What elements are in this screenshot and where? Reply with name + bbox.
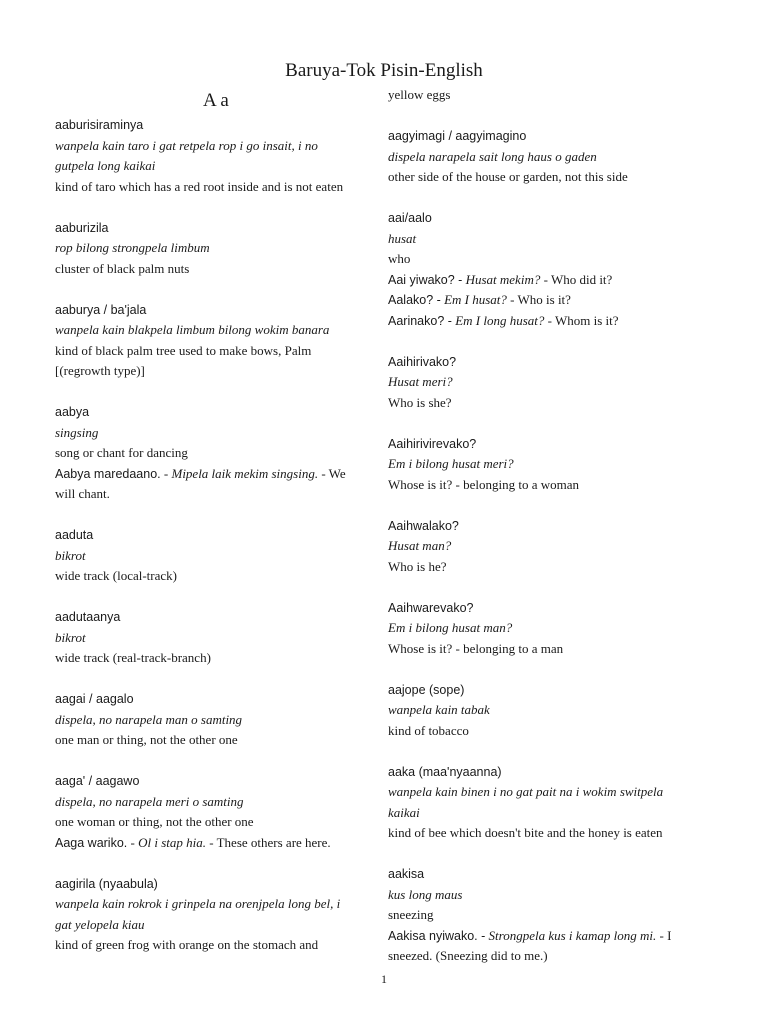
entry-pisin: wanpela kain tabak bbox=[388, 702, 490, 717]
entry-pisin: Em i bilong husat meri? bbox=[388, 456, 514, 471]
entry-pisin: wanpela kain binen i no gat pait na i wokim switpela bbox=[388, 784, 664, 799]
entry-english: Whose is it? - belonging to a man bbox=[388, 640, 564, 656]
example-separator: - bbox=[127, 834, 139, 850]
entry-english: kind of green frog with orange on the stomach and bbox=[55, 937, 319, 952]
entry-pisin: Em i bilong husat man? bbox=[388, 620, 513, 635]
page-title: Baruya-Tok Pisin-English bbox=[285, 60, 483, 81]
example-sentence bbox=[388, 270, 612, 290]
example-baruya: Aai yiwako? - bbox=[388, 272, 463, 287]
entry-english: Who is she? bbox=[388, 394, 452, 410]
entry-pisin: Husat meri? bbox=[388, 374, 453, 389]
example-english: - Whom is it? bbox=[544, 312, 619, 328]
entry-headword: Aaihirivako? bbox=[388, 354, 457, 369]
entry-headword: aadutaanya bbox=[55, 610, 121, 624]
example-pisin: Ol i stap hia. bbox=[138, 834, 207, 850]
entry-english: yellow eggs bbox=[388, 87, 451, 102]
example-english: - These others are here. bbox=[206, 834, 331, 850]
entry-pisin: dispela, no narapela man o samting bbox=[55, 711, 243, 727]
example-pisin: Em I long husat? bbox=[455, 312, 545, 328]
entry-english: kind of tobacco bbox=[388, 722, 469, 738]
example-english: - Who did it? bbox=[540, 271, 613, 287]
entry-pisin: bikrot bbox=[55, 629, 86, 645]
entry-english: wide track (local-track) bbox=[55, 568, 177, 583]
example-english: - We bbox=[318, 465, 346, 481]
entry-pisin: kus long maus bbox=[388, 886, 463, 902]
entry-english: kind of bee which doesn't bite and the honey is eaten bbox=[388, 825, 663, 840]
entry-english: cluster of black palm nuts bbox=[55, 260, 190, 276]
entry-english: Who is he? bbox=[388, 558, 447, 574]
entry-english: kind of taro which has a red root inside and is not eaten bbox=[55, 178, 344, 194]
entry-english: kind of black palm tree used to make bows, Palm bbox=[55, 342, 312, 358]
example-sentence bbox=[55, 464, 346, 484]
entry-headword: aaburizila bbox=[55, 220, 109, 235]
entry-pisin: bikrot bbox=[55, 547, 86, 563]
example-pisin: Mipela laik mekim singsing. bbox=[171, 465, 319, 481]
entry-headword: Aaihirivirevako? bbox=[388, 436, 477, 451]
entry-headword: Aaihwalako? bbox=[388, 518, 459, 533]
entry-headword: aagirila (nyaabula) bbox=[55, 876, 158, 891]
entry-english: song or chant for dancing bbox=[55, 445, 188, 460]
entry-pisin: wanpela kain taro i gat retpela rop i go insait, i no bbox=[55, 137, 318, 153]
entry-headword: aagyimagi / aagyimagino bbox=[388, 129, 527, 143]
example-sentence bbox=[55, 833, 331, 853]
example-english: - I bbox=[656, 927, 672, 943]
entry-headword: aabya bbox=[55, 405, 90, 419]
entry-pisin: gutpela long kaikai bbox=[55, 158, 156, 173]
entry-english: sneezing bbox=[388, 907, 434, 922]
example-baruya: Aabya maredaano. bbox=[55, 466, 161, 481]
example-baruya: Aalako? - bbox=[388, 293, 441, 307]
entry-pisin: Husat man? bbox=[388, 538, 452, 553]
entry-headword: aajope (sope) bbox=[388, 682, 465, 697]
entry-pisin: kaikai bbox=[388, 804, 420, 820]
page-number: 1 bbox=[381, 972, 387, 986]
example-pisin: Em I husat? bbox=[444, 292, 507, 307]
example-sentence bbox=[388, 926, 671, 946]
entry-english: one man or thing, not the other one bbox=[55, 732, 238, 747]
entry-pisin: rop bilong strongpela limbum bbox=[55, 240, 210, 255]
example-english: - Who is it? bbox=[506, 292, 571, 307]
example-baruya: Aakisa nyiwako. - bbox=[388, 928, 486, 943]
entry-headword: aagai / aagalo bbox=[55, 692, 134, 706]
entry-headword: aaka (maa'nyaanna) bbox=[388, 764, 502, 779]
entry-english: [(regrowth type)] bbox=[55, 363, 145, 378]
entry-headword: aaburya / ba'jala bbox=[55, 302, 147, 317]
entry-pisin: wanpela kain blakpela limbum bilong wokim banara bbox=[55, 322, 330, 337]
example-english-continued: sneezed. (Sneezing did to me.) bbox=[388, 948, 548, 963]
entry-headword: aaduta bbox=[55, 528, 94, 542]
entry-headword: aai/aalo bbox=[388, 211, 432, 225]
entry-headword: aaga' / aagawo bbox=[55, 774, 140, 788]
letter-heading: A a bbox=[203, 90, 229, 111]
entry-pisin: gat yelopela kiau bbox=[55, 916, 145, 932]
example-pisin: Husat mekim? bbox=[465, 271, 541, 287]
entry-pisin: husat bbox=[388, 230, 417, 246]
example-baruya: Aaga wariko. bbox=[55, 835, 128, 850]
entry-english: one woman or thing, not the other one bbox=[55, 814, 254, 829]
entry-headword: Aaihwarevako? bbox=[388, 600, 474, 615]
example-separator: - bbox=[160, 465, 172, 481]
entry-pisin: wanpela kain rokrok i grinpela na orenjpela long bel, i bbox=[55, 896, 341, 911]
entry-english: who bbox=[388, 251, 411, 266]
example-sentence bbox=[388, 311, 619, 331]
entry-headword: aaburisiraminya bbox=[55, 118, 144, 132]
example-baruya: Aarinako? - bbox=[388, 313, 452, 328]
example-sentence bbox=[388, 290, 571, 310]
entry-english: Whose is it? - belonging to a woman bbox=[388, 476, 579, 492]
entry-english: other side of the house or garden, not this side bbox=[388, 169, 628, 184]
example-english-continued: will chant. bbox=[55, 486, 110, 501]
entry-pisin: dispela narapela sait long haus o gaden bbox=[388, 148, 597, 164]
entry-headword: aakisa bbox=[388, 867, 425, 881]
entry-english: wide track (real-track-branch) bbox=[55, 650, 211, 665]
example-pisin: Strongpela kus i kamap long mi. bbox=[488, 927, 657, 943]
entry-pisin: dispela, no narapela meri o samting bbox=[55, 793, 244, 809]
entry-pisin: singsing bbox=[55, 424, 99, 440]
